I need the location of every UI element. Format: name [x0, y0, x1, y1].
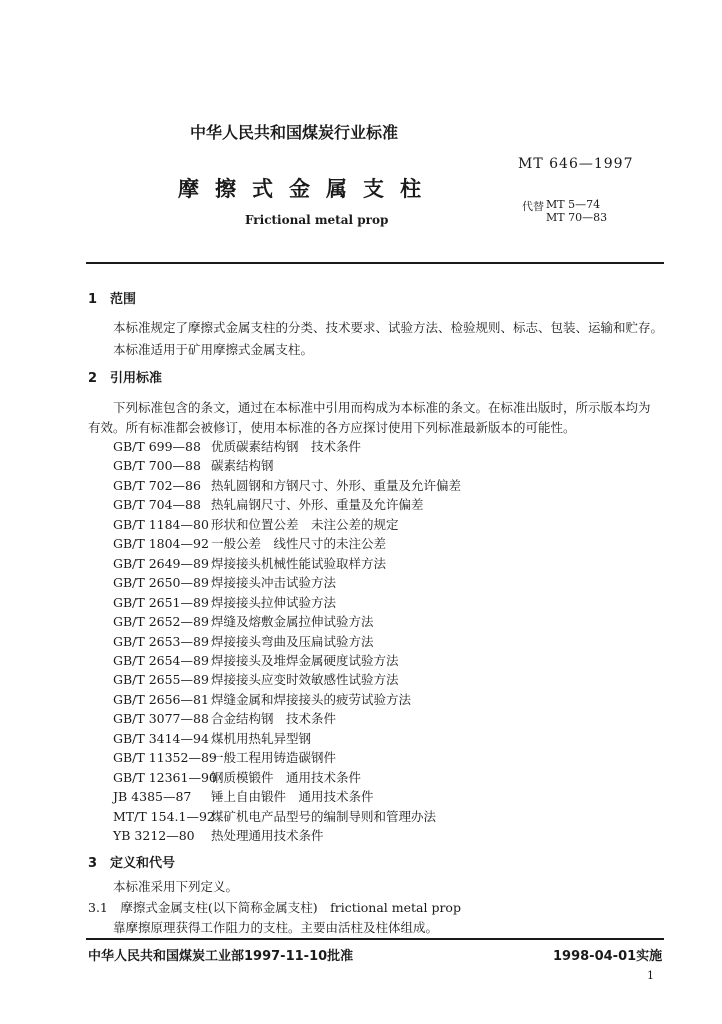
- reference-item: [113, 437, 361, 455]
- reference-title: 焊接接头应变时效敏感性试验方法: [211, 672, 399, 688]
- reference-code: GB/T 2656—81: [113, 691, 209, 707]
- header-rule: [86, 262, 664, 264]
- reference-code: JB 4385—87: [113, 789, 192, 805]
- definition-3-1-line-1: 3.1 摩擦式金属支柱(以下简称金属支柱) frictional metal prop: [88, 900, 461, 915]
- document-title-cn: 摩擦式金属支柱: [178, 177, 437, 201]
- reference-code: MT/T 154.1—92: [113, 808, 215, 824]
- reference-code: GB/T 2650—89: [113, 575, 209, 591]
- reference-code: YB 3212—80: [113, 828, 195, 843]
- reference-item: [113, 787, 374, 805]
- reference-item: [113, 495, 424, 513]
- reference-title: 焊接接头拉伸试验方法: [211, 594, 337, 610]
- section-1-paragraph-1: 本标准规定了摩擦式金属支柱的分类、技术要求、试验方法、检验规则、标志、包装、运输和贮存。: [113, 320, 664, 335]
- reference-code: GB/T 702—86: [113, 477, 201, 493]
- reference-code: GB/T 3077—88: [113, 711, 209, 727]
- reference-item: [113, 709, 336, 727]
- reference-title: 焊缝金属和焊接接头的疲劳试验方法: [211, 691, 412, 707]
- section-1-paragraph-2: 本标准适用于矿用摩擦式金属支柱。: [113, 342, 314, 357]
- reference-item: [113, 748, 336, 766]
- replaced-standard-1: MT 5—74: [546, 198, 601, 211]
- reference-title: 焊接接头冲击试验方法: [211, 575, 337, 591]
- reference-item: [113, 632, 374, 650]
- section-2-heading: 2 引用标准: [88, 371, 163, 386]
- reference-item: [113, 651, 399, 669]
- reference-item: [113, 456, 274, 474]
- replaced-standard-2: MT 70—83: [546, 211, 608, 224]
- effective-date: 1998-04-01实施: [553, 949, 663, 964]
- footer-rule: [86, 938, 664, 940]
- reference-code: GB/T 2652—89: [113, 614, 209, 630]
- reference-code: GB/T 704—88: [113, 497, 201, 513]
- reference-title: 一般工程用铸造碳钢件: [211, 750, 337, 766]
- definition-3-1-line-2: 靠摩擦原理获得工作阻力的支柱。主要由活柱及柱体组成。: [113, 920, 439, 935]
- reference-item: [113, 515, 399, 533]
- section-3-heading: 3 定义和代号: [88, 856, 176, 871]
- reference-code: GB/T 2653—89: [113, 633, 209, 649]
- reference-code: GB/T 11352—89: [113, 750, 217, 766]
- reference-code: GB/T 1184—80: [113, 516, 209, 532]
- reference-code: GB/T 2651—89: [113, 594, 209, 610]
- reference-code: GB/T 2654—89: [113, 652, 209, 668]
- section-2-paragraph-line-2: 有效。所有标准都会被修订，使用本标准的各方应探讨使用下列标准最新版本的可能性。: [88, 420, 576, 435]
- reference-item: [113, 807, 436, 825]
- reference-title: 一般公差 线性尺寸的未注公差: [211, 536, 387, 552]
- reference-item: [113, 554, 386, 572]
- reference-title: 煤矿机电产品型号的编制导则和管理办法: [211, 808, 437, 824]
- reference-item: [113, 729, 311, 747]
- reference-item: [113, 690, 411, 708]
- reference-title: 煤机用热轧异型钢: [211, 730, 312, 746]
- reference-title: 碳素结构钢: [211, 458, 274, 474]
- reference-code: GB/T 2655—89: [113, 672, 209, 688]
- reference-item: [113, 573, 336, 591]
- reference-title: 热轧圆钢和方钢尺寸、外形、重量及允许偏差: [211, 477, 462, 493]
- reference-code: GB/T 700—88: [113, 458, 201, 474]
- reference-item: [113, 534, 386, 552]
- reference-title: 热轧扁钢尺寸、外形、重量及允许偏差: [211, 497, 424, 513]
- reference-code: GB/T 12361—90: [113, 769, 217, 785]
- reference-title: 焊接接头弯曲及压扁试验方法: [211, 633, 374, 649]
- reference-item: [113, 768, 361, 786]
- section-1-heading: 1 范围: [88, 292, 137, 307]
- reference-code: GB/T 2649—89: [113, 555, 209, 571]
- section-2-paragraph-line-1: 下列标准包含的条文，通过在本标准中引用而构成为本标准的条文。在标准出版时，所示版本均为: [113, 400, 651, 415]
- section-3-paragraph-1: 本标准采用下列定义。: [113, 879, 239, 894]
- reference-item: [113, 670, 399, 688]
- approval-date: 中华人民共和国煤炭工业部1997-11-10批准: [88, 949, 354, 964]
- replaces-label: 代替: [522, 200, 544, 213]
- reference-code: GB/T 3414—94: [113, 730, 209, 746]
- reference-title: 焊缝及熔敷金属拉伸试验方法: [211, 614, 374, 630]
- reference-title: 焊接接头及堆焊金属硬度试验方法: [211, 652, 399, 668]
- standard-number: MT 646—1997: [518, 156, 634, 172]
- reference-item: [113, 612, 374, 630]
- reference-title: 优质碳素结构钢 技术条件: [211, 439, 362, 454]
- reference-title: 热处理通用技术条件: [211, 828, 324, 843]
- reference-title: 钢质模锻件 通用技术条件: [211, 769, 362, 785]
- document-title-en: Frictional metal prop: [245, 213, 389, 227]
- page-number: 1: [647, 969, 654, 982]
- reference-code: GB/T 699—88: [113, 439, 201, 454]
- reference-title: 锤上自由锻件 通用技术条件: [211, 789, 374, 805]
- reference-title: 形状和位置公差 未注公差的规定: [211, 516, 399, 532]
- reference-code: GB/T 1804—92: [113, 536, 209, 552]
- reference-item: [113, 593, 336, 611]
- reference-title: 合金结构钢 技术条件: [211, 711, 337, 727]
- reference-title: 焊接接头机械性能试验取样方法: [211, 555, 387, 571]
- reference-item: [113, 826, 324, 844]
- reference-item: [113, 476, 461, 494]
- issuing-organization: 中华人民共和国煤炭行业标准: [190, 123, 399, 142]
